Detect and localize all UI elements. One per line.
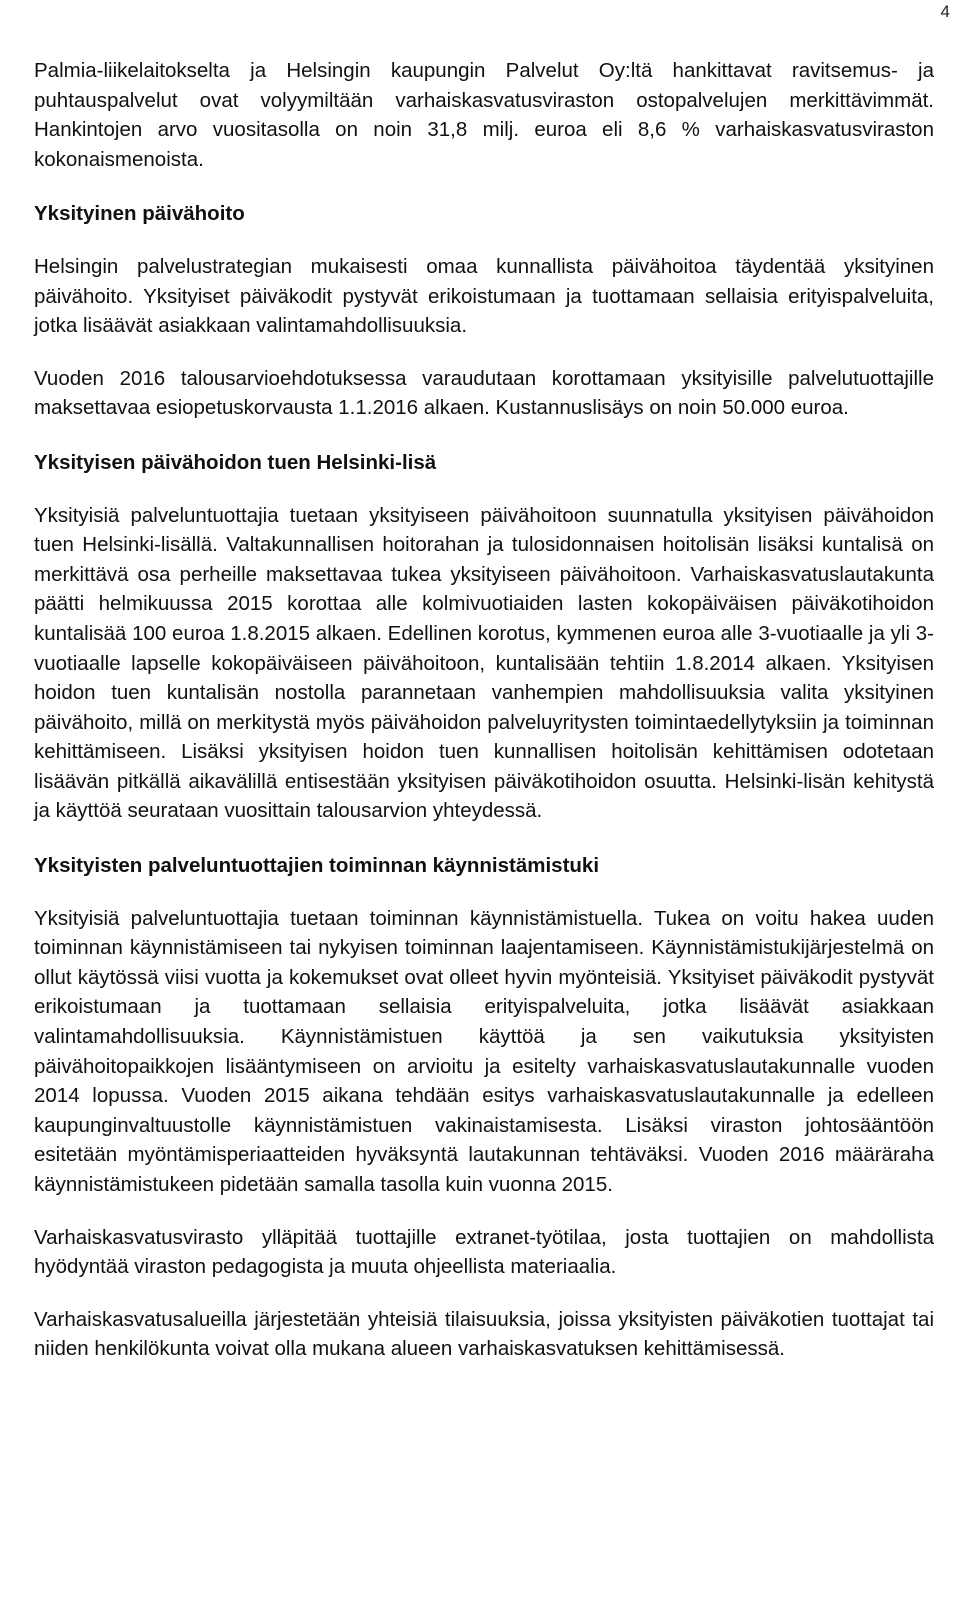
paragraph-procurement: Palmia-liikelaitokselta ja Helsingin kaupungin Palvelut Oy:ltä hankittavat ravitsemus- ja puhtauspalvelut ovat volyymiltään varhaiskasvatusviraston ostopalvelujen merkittävimmät. Hankintojen arvo vuositasolla on noin 31,8 milj. euroa eli 8,6 % varhaiskasvatusviraston kokonaismenoista. [34, 59, 934, 171]
paragraph-regional-events: Varhaiskasvatusalueilla järjestetään yhteisiä tilaisuuksia, joissa yksityisten päiväkotien tuottajat tai niiden henkilökunta voivat olla mukana alueen varhaiskasvatuksen kehittämisessä. [34, 1307, 934, 1361]
paragraph-budget-2016: Vuoden 2016 talousarvioehdotuksessa varaudutaan korottamaan yksityisille palvelutuottajille maksettavaa esiopetuskorvausta 1.1.2016 alkaen. Kustannuslisäys on noin 50.000 euroa. [34, 366, 934, 420]
heading-private-daycare: Yksityinen päivähoito [34, 202, 245, 226]
heading-startup-grant: Yksityisten palveluntuottajien toiminnan käynnistämistuki [34, 854, 600, 878]
paragraph-startup-grant: Yksityisiä palveluntuottajia tuetaan toiminnan käynnistämistuella. Tukea on voitu hakea uuden toiminnan käynnistämiseen tai nykyisen toiminnan laajentamiseen. Käynnistämistukijärjestelmä on ollut käytössä viisi vuotta ja kokemukset ovat olleet hyvin myönteisiä. Yksityiset päiväkodit pystyvät erikoistumaan ja tuottamaan sellaisia erityispalveluita, jotka lisäävät asiakkaan valintamahdollisuuksia. Käynnistämistuen käyttöä ja sen vaikutuksia yksityisten päivähoitopaikkojen lisääntymiseen on arvioitu ja esitelty varhaiskasvatuslautakunnalle vuoden 2014 lopussa. Vuoden 2015 aikana tehdään esitys varhaiskasvatuslautakunnalle ja edelleen kaupunginvaltuustolle käynnistämistuen vakinaistamisesta. Lisäksi viraston johtosääntöön esitetään myöntämisperiaatteiden hyväksyntä lautakunnan tehtäväksi. Vuoden 2016 määräraha käynnistämistukeen pidetään samalla tasolla kuin vuonna 2015. [34, 906, 934, 1196]
page-number: 4 [940, 2, 950, 21]
paragraph-service-strategy: Helsingin palvelustrategian mukaisesti omaa kunnallista päivähoitoa täydentää yksityinen päivähoito. Yksityiset päiväkodit pystyvät erikoistumaan ja tuottamaan sellaisia erityispalveluita, jotka lisäävät asiakkaan valintamahdollisuuksia. [34, 254, 934, 338]
heading-helsinki-supplement: Yksityisen päivähoidon tuen Helsinki-lisä [34, 450, 437, 474]
paragraph-helsinki-supplement: Yksityisiä palveluntuottajia tuetaan yksityiseen päivähoitoon suunnatulla yksityisen päivähoidon tuen Helsinki-lisällä. Valtakunnallisen hoitorahan ja tulosidonnaisen hoitolisän lisäksi kuntalisä on merkittävä osa perheille maksettavaa tukea yksityiseen päivähoitoon. Varhaiskasvatuslautakunta päätti helmikuussa 2015 korottaa alle kolmivuotiaiden lasten kokopäiväisen päiväkotihoidon kuntalisää 100 euroa 1.8.2015 alkaen. Edellinen korotus, kymmenen euroa alle 3-vuotiaalle ja yli 3-vuotiaalle lapselle kokopäiväiseen päivähoitoon, kuntalisään tehtiin 1.8.2014 alkaen. Yksityisen hoidon tuen kuntalisän nostolla parannetaan vanhempien mahdollisuuksia valita yksityinen päivähoito, millä on merkitystä myös päivähoidon palveluyritysten toimintaedellytyksiin ja toiminnan kehittämiseen. Lisäksi yksityisen hoidon tuen kunnallisen hoitolisän kehittämisen odotetaan lisäävän pitkällä aikavälillä entisestään yksityisen päiväkotihoidon osuutta. Helsinki-lisän kehitystä ja käyttöä seurataan vuosittain talousarvion yhteydessä. [34, 503, 934, 823]
document-body [34, 56, 934, 1364]
paragraph-extranet: Varhaiskasvatusvirasto ylläpitää tuottajille extranet-työtilaa, josta tuottajien on mahdollista hyödyntää viraston pedagogista ja muuta ohjeellista materiaalia. [34, 1225, 934, 1279]
